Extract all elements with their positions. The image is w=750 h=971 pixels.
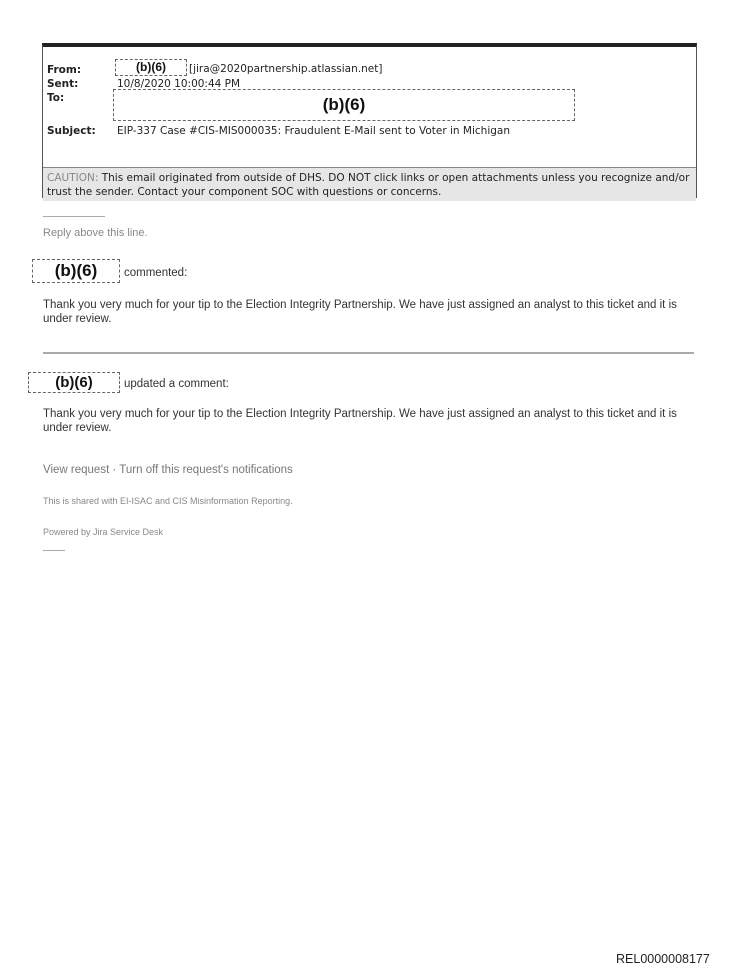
sent-value: 10/8/2020 10:00:44 PM	[117, 78, 241, 90]
sent-label: Sent:	[47, 78, 79, 90]
comment-divider	[43, 352, 694, 354]
from-redaction: (b)(6)	[115, 59, 187, 76]
subject-label: Subject:	[47, 125, 96, 137]
caution-tag: CAUTION:	[47, 172, 99, 184]
reply-divider	[43, 216, 105, 217]
commented-label: commented:	[124, 267, 188, 279]
caution-text: This email originated from outside of DHS. DO NOT click links or open attachments unless you recognize and/or trust the sender. Contact your component SOC with questions or concerns.	[47, 172, 690, 198]
shared-with-text: This is shared with EI-ISAC and CIS Misinformation Reporting.	[43, 496, 293, 506]
caution-banner	[43, 167, 696, 201]
updated-comment-label: updated a comment:	[124, 378, 229, 390]
view-request-link[interactable]: View request	[43, 464, 110, 476]
powered-by-text: Powered by Jira Service Desk	[43, 527, 164, 537]
to-label: To:	[47, 92, 65, 104]
link-separator: ·	[109, 464, 120, 476]
footer-links	[43, 464, 293, 476]
footer-divider	[43, 550, 65, 551]
document-id: REL0000008177	[616, 952, 710, 966]
from-address: [jira@2020partnership.atlassian.net]	[189, 63, 383, 75]
subject-value: EIP-337 Case #CIS-MIS000035: Fraudulent E-Mail sent to Voter in Michigan	[117, 125, 510, 137]
updater-redaction: (b)(6)	[28, 372, 120, 393]
to-redaction: (b)(6)	[113, 89, 575, 121]
turn-off-notifications-link[interactable]: Turn off this request's notifications	[119, 464, 293, 476]
from-label: From:	[47, 64, 82, 76]
updated-comment-text: Thank you very much for your tip to the Election Integrity Partnership. We have just assigned an analyst to this ticket and it is under review.	[43, 408, 677, 434]
commenter-redaction: (b)(6)	[32, 259, 120, 283]
email-header	[42, 43, 697, 198]
comment-text: Thank you very much for your tip to the Election Integrity Partnership. We have just assigned an analyst to this ticket and it is under review.	[43, 299, 677, 325]
reply-above-line: Reply above this line.	[43, 227, 148, 239]
